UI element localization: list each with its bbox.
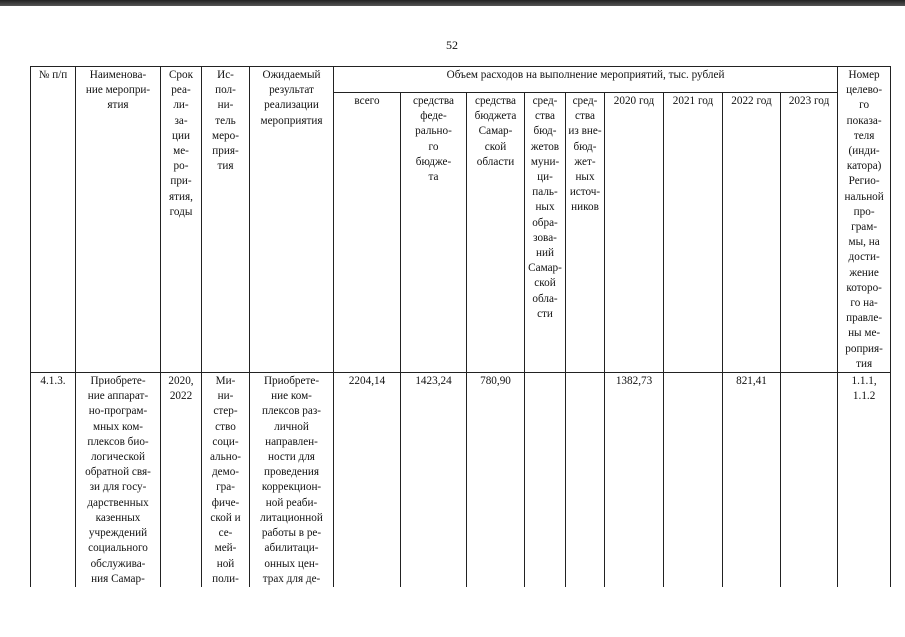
row-term: 2020, 2022 (161, 373, 202, 587)
row-total: 2204,14 (334, 373, 401, 587)
header-expenditure-volume: Объем расходов на выполнение мероприятий, тыс. рублей (334, 67, 838, 93)
row-extrabudgetary (566, 373, 605, 587)
header-year-2023: 2023 год (781, 93, 838, 373)
header-term: Срок реа- ли- за- ции ме- ро- при- ятия, годы (161, 67, 202, 373)
row-federal: 1423,24 (401, 373, 467, 587)
header-executor: Ис- пол- ни- тель меро- прия- тия (202, 67, 250, 373)
row-year-2023 (781, 373, 838, 587)
row-regional: 780,90 (467, 373, 525, 587)
header-row-1 (31, 67, 891, 93)
row-year-2020: 1382,73 (605, 373, 664, 587)
page-number: 52 (446, 38, 458, 52)
header-municipal-budgets: сред- ства бюд- жетов муни- ци- паль- ных обра- зова- ний Самар- ской обла- сти (525, 93, 566, 373)
row-year-2021 (664, 373, 723, 587)
header-name: Наименова- ние меропри- ятия (76, 67, 161, 373)
header-num: № п/п (31, 67, 76, 373)
row-year-2022: 821,41 (723, 373, 781, 587)
row-num: 4.1.3. (31, 373, 76, 587)
header-indicator-number: Номер целево- го показа- теля (инди- катора) Регио- нальной про- грам- мы, на дости- жение которо- го на- правле- ны ме- роприя- тия (838, 67, 891, 373)
header-federal-budget: средства феде- рально- го бюдже- та (401, 93, 467, 373)
header-regional-budget: средства бюджета Самар- ской области (467, 93, 525, 373)
header-expected-result: Ожидаемый результат реализации мероприятия (250, 67, 334, 373)
page-top-edge (0, 0, 905, 6)
row-indicator-number: 1.1.1, 1.1.2 (838, 373, 891, 587)
header-extrabudgetary: сред- ства из вне- бюд- жет- ных источ- ников (566, 93, 605, 373)
header-total: всего (334, 93, 401, 373)
header-year-2022: 2022 год (723, 93, 781, 373)
row-expected-result: Приобрете- ние ком- плексов раз- личной направлен- ности для проведения коррекцион- ной реаби- литационной работы в ре- абилитаци- онных цен- трах для де- (250, 373, 334, 587)
measures-table (30, 66, 891, 587)
table-row (31, 373, 891, 587)
header-year-2020: 2020 год (605, 93, 664, 373)
row-measure-name: Приобрете- ние аппарат- но-програм- мных ком- плексов био- логической обратной свя- зи для госу- дарственных казенных учреждений социального обслужива- ния Самар- (76, 373, 161, 587)
row-municipal (525, 373, 566, 587)
row-executor: Ми- ни- стер- ство соци- ально- демо- гра- фиче- ской и се- мей- ной поли- (202, 373, 250, 587)
header-year-2021: 2021 год (664, 93, 723, 373)
